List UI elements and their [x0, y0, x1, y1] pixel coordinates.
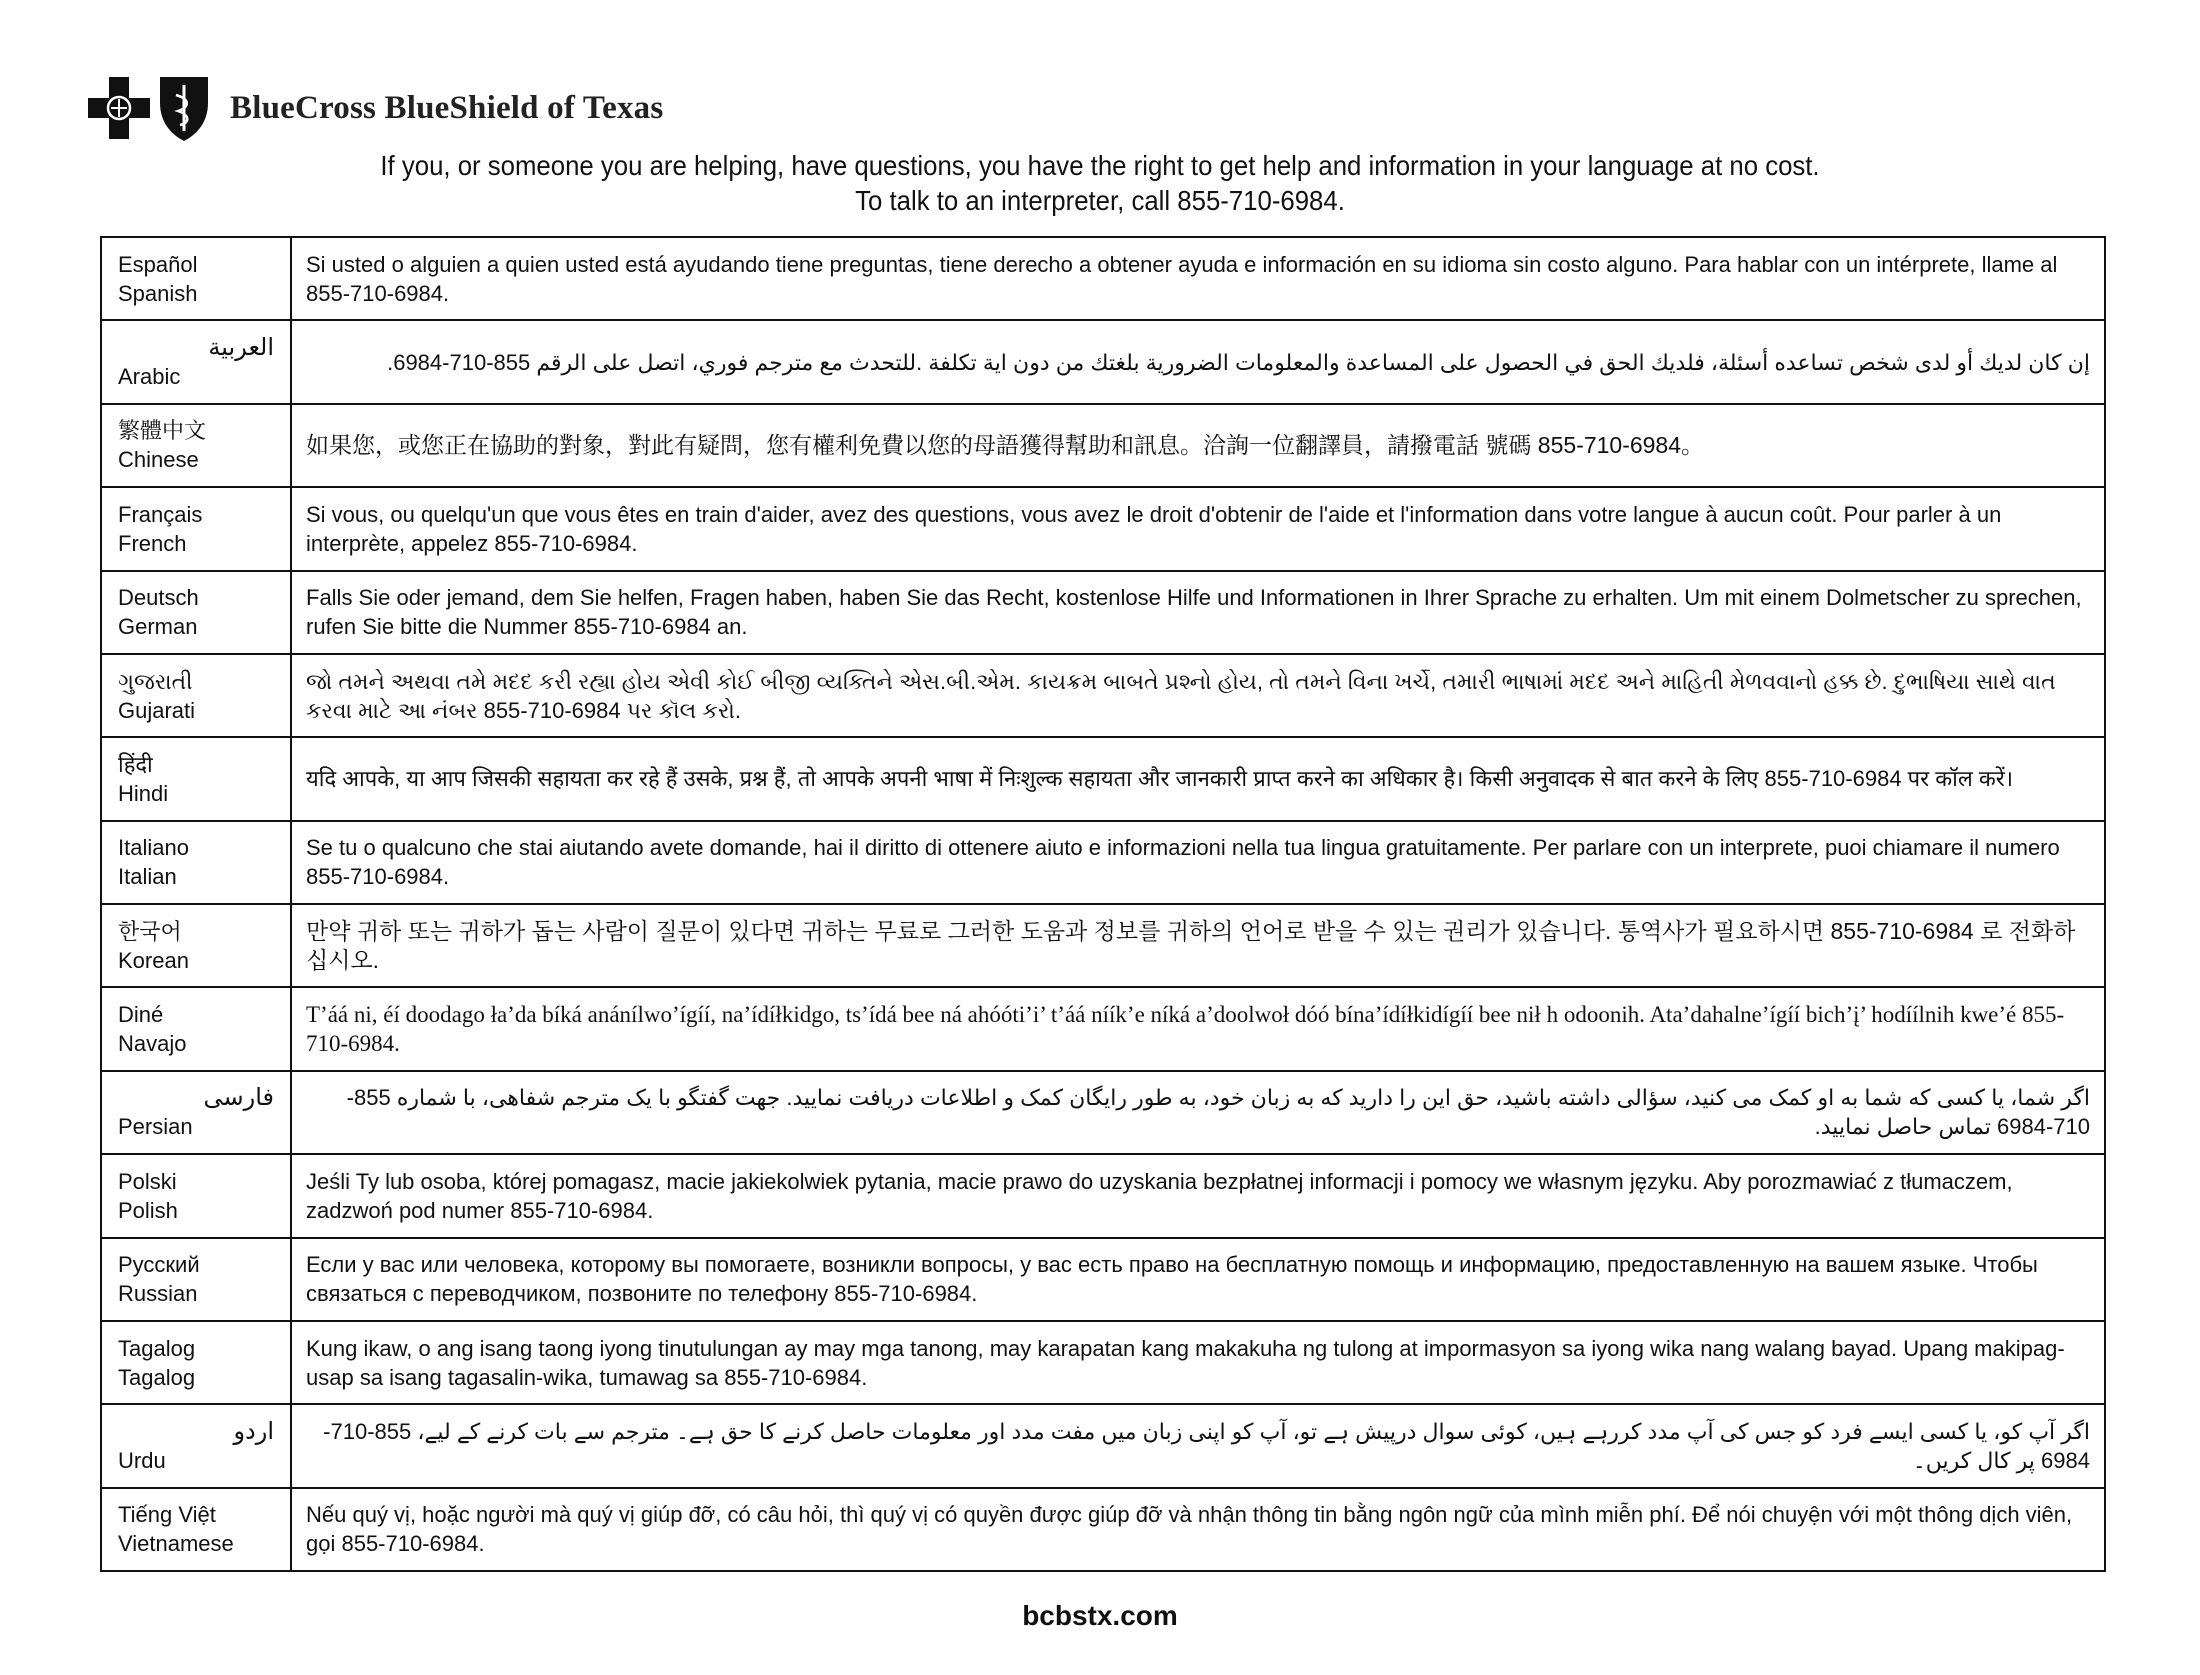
language-english-name: Polish: [118, 1197, 178, 1223]
language-english-name: Tagalog: [118, 1364, 196, 1390]
language-native-name: Español: [118, 251, 198, 277]
language-row: [101, 1488, 2105, 1571]
language-assistance-table: [100, 236, 2106, 1572]
language-english-name: Russian: [118, 1281, 198, 1307]
language-notice-text: Falls Sie oder jemand, dem Sie helfen, Fragen haben, haben Sie das Recht, kostenlose Hilfe und Informationen in Ihrer Sprache zu erhalten. Um mit einem Dolmetscher zu sprechen, rufen Sie bitte die Nummer 855-710-6984 an.: [291, 571, 2105, 654]
language-notice-text: اگر آپ کو، یا کسی ایسے فرد کو جس کی آپ مدد کررہے ہیں، کوئی سوال درپیش ہے تو، آپ کو اپنی زبان میں مفت مدد اور معلومات حاصل کرنے کا حق ہے۔ مترجم سے بات کرنے کے لیے، 855-710-6984 پر کال کریں۔: [291, 1404, 2105, 1487]
blue-shield-icon: [156, 73, 212, 143]
language-native-name: Русский: [118, 1252, 200, 1278]
language-row: [101, 1238, 2105, 1321]
language-name-cell: [101, 821, 291, 904]
brand-name: BlueCross BlueShield of Texas: [230, 89, 664, 126]
language-row: [101, 1071, 2105, 1154]
language-name-cell: [101, 1238, 291, 1321]
language-notice-text: Se tu o qualcuno che stai aiutando avete domande, hai il diritto di ottenere aiuto e informazioni nella tua lingua gratuitamente. Per parlare con un interprete, puoi chiamare il numero 855-710-6984.: [291, 821, 2105, 904]
language-name-cell: [101, 1488, 291, 1571]
language-name-cell: [101, 487, 291, 570]
language-row: [101, 654, 2105, 737]
language-name-cell: [101, 320, 291, 403]
language-native-name: Tiếng Việt: [118, 1502, 216, 1528]
language-name-cell: [101, 737, 291, 820]
language-notice-text: Jeśli Ty lub osoba, której pomagasz, macie jakiekolwiek pytania, macie prawo do uzyskania bezpłatnej informacji i pomocy we własnym języku. Aby porozmawiać z tłumaczem, zadzwoń pod numer 855-710-6984.: [291, 1154, 2105, 1237]
intro-line-1: If you, or someone you are helping, have questions, you have the right to get help and information in your language at no cost.: [380, 150, 1820, 181]
intro-line-2: To talk to an interpreter, call 855-710-6984.: [855, 185, 1345, 216]
language-row: [101, 904, 2105, 987]
language-notice-text: T’áá ni, éí doodago ła’da bíká anánílwo’ígíí, na’ídíłkidgo, ts’ídá bee ná ahóóti’i’ t’áá níík’e níká a’doolwoł dóó bína’ídíłkidígíí bee nił h odoonih. Ata’dahalne’ígíí bich’į’ hodíílnih kwe’é 855-710-6984.: [291, 987, 2105, 1070]
language-row: [101, 1404, 2105, 1487]
language-row: [101, 487, 2105, 570]
language-name-cell: [101, 1071, 291, 1154]
language-native-name: 繁體中文: [118, 418, 207, 444]
language-name-cell: [101, 987, 291, 1070]
intro-text: [88, 148, 2112, 218]
language-native-name: Tagalog: [118, 1335, 196, 1361]
footer-website: bcbstx.com: [1022, 1600, 1178, 1631]
language-row: [101, 571, 2105, 654]
language-notice-text: Si usted o alguien a quien usted está ayudando tiene preguntas, tiene derecho a obtener ayuda e información en su idioma sin costo alguno. Para hablar con un intérprete, llame al 855-710-6984.: [291, 237, 2105, 320]
language-name-cell: [101, 904, 291, 987]
language-name-cell: [101, 1321, 291, 1404]
language-row: [101, 1321, 2105, 1404]
language-english-name: Korean: [118, 947, 189, 973]
language-native-name: Italiano: [118, 835, 189, 861]
language-name-cell: [101, 1154, 291, 1237]
language-name-cell: [101, 404, 291, 487]
language-notice-text: જો તમને અથવા તમે મદદ કરી રહ્યા હોય એવી કોઈ બીજી વ્યક્તિને એસ.બી.એમ. કાયક્રમ બાબતે પ્રશ્નો હોય, તો તમને વિના ખર્ચે, તમારી ભાષામાં મદદ અને માહિતી મેળવવાનો હક્ક છે. દુભાષિયા સાથે વાત કરવા માટે આ નંબર 855-710-6984 પર કૉલ કરો.: [291, 654, 2105, 737]
language-notice-text: اگر شما، یا کسی که شما به او کمک می کنید، سؤالی داشته باشید، حق این را دارید که به زبان خود، به طور رایگان کمک و اطلاعات دریافت نمایید. جهت گفتگو با یک مترجم شفاهی، با شماره 855-710-6984 تماس حاصل نمایید.: [291, 1071, 2105, 1154]
language-notice-text: Si vous, ou quelqu'un que vous êtes en train d'aider, avez des questions, vous avez le droit d'obtenir de l'aide et l'information dans votre langue à aucun coût. Pour parler à un interprète, appelez 855-710-6984.: [291, 487, 2105, 570]
language-english-name: Italian: [118, 864, 177, 890]
bcbstx-logo: [88, 72, 663, 144]
language-notice-text: 만약 귀하 또는 귀하가 돕는 사람이 질문이 있다면 귀하는 무료로 그러한 도움과 정보를 귀하의 언어로 받을 수 있는 권리가 있습니다. 통역사가 필요하시면 855-710-6984 로 전화하십시오.: [291, 904, 2105, 987]
language-row: [101, 320, 2105, 403]
language-row: [101, 1154, 2105, 1237]
language-native-name: العربية: [208, 334, 274, 362]
language-row: [101, 737, 2105, 820]
language-native-name: اردو: [233, 1417, 274, 1445]
blue-cross-icon: [88, 77, 150, 139]
language-english-name: Arabic: [118, 364, 181, 390]
language-notice-text: إن كان لديك أو لدى شخص تساعده أسئلة، فلديك الحق في الحصول على المساعدة والمعلومات الضرورية بلغتك من دون اية تكلفة .للتحدث مع مترجم فوري، اتصل على الرقم 855-710-6984.: [291, 320, 2105, 403]
language-notice-text: Kung ikaw, o ang isang taong iyong tinutulungan ay may mga tanong, may karapatan kang makakuha ng tulong at impormasyon sa iyong wika nang walang bayad. Upang makipag-usap sa isang tagasalin-wika, tumawag sa 855-710-6984.: [291, 1321, 2105, 1404]
language-row: [101, 821, 2105, 904]
language-name-cell: [101, 654, 291, 737]
language-native-name: Français: [118, 501, 203, 527]
language-english-name: Navajo: [118, 1031, 187, 1057]
language-name-cell: [101, 1404, 291, 1487]
language-native-name: 한국어: [118, 918, 182, 944]
language-native-name: فارسی: [203, 1084, 274, 1112]
language-english-name: German: [118, 614, 198, 640]
language-row: [101, 237, 2105, 320]
language-english-name: Vietnamese: [118, 1531, 234, 1557]
language-native-name: Diné: [118, 1002, 164, 1028]
language-notice-text: Если у вас или человека, которому вы помогаете, возникли вопросы, у вас есть право на бесплатную помощь и информацию, предоставленную на вашем языке. Чтобы связаться с переводчиком, позвоните по телефону 855-710-6984.: [291, 1238, 2105, 1321]
language-notice-text: Nếu quý vị, hoặc người mà quý vị giúp đỡ, có câu hỏi, thì quý vị có quyền được giúp đỡ và nhận thông tin bằng ngôn ngữ của mình miễn phí. Để nói chuyện với một thông dịch viên, gọi 855-710-6984.: [291, 1488, 2105, 1571]
language-native-name: Polski: [118, 1168, 177, 1194]
language-english-name: Spanish: [118, 280, 198, 306]
language-english-name: Urdu: [118, 1447, 166, 1473]
language-row: [101, 404, 2105, 487]
language-english-name: Chinese: [118, 447, 199, 473]
language-row: [101, 987, 2105, 1070]
language-notice-text: 如果您，或您正在協助的對象，對此有疑問，您有權利免費以您的母語獲得幫助和訊息。洽詢一位翻譯員，請撥電話 號碼 855-710-6984。: [291, 404, 2105, 487]
language-english-name: Persian: [118, 1114, 193, 1140]
language-native-name: ગુજરાતી: [118, 668, 193, 694]
language-english-name: French: [118, 530, 187, 556]
language-english-name: Hindi: [118, 780, 169, 806]
language-native-name: Deutsch: [118, 585, 199, 611]
language-name-cell: [101, 237, 291, 320]
language-english-name: Gujarati: [118, 697, 196, 723]
language-notice-text: यदि आपके, या आप जिसकी सहायता कर रहे हैं उसके, प्रश्न हैं, तो आपके अपनी भाषा में निःशुल्क सहायता और जानकारी प्राप्त करने का अधिकार है। किसी अनुवादक से बात करने के लिए 855-710-6984 पर कॉल करें।: [291, 737, 2105, 820]
language-name-cell: [101, 571, 291, 654]
language-native-name: हिंदी: [118, 751, 153, 777]
